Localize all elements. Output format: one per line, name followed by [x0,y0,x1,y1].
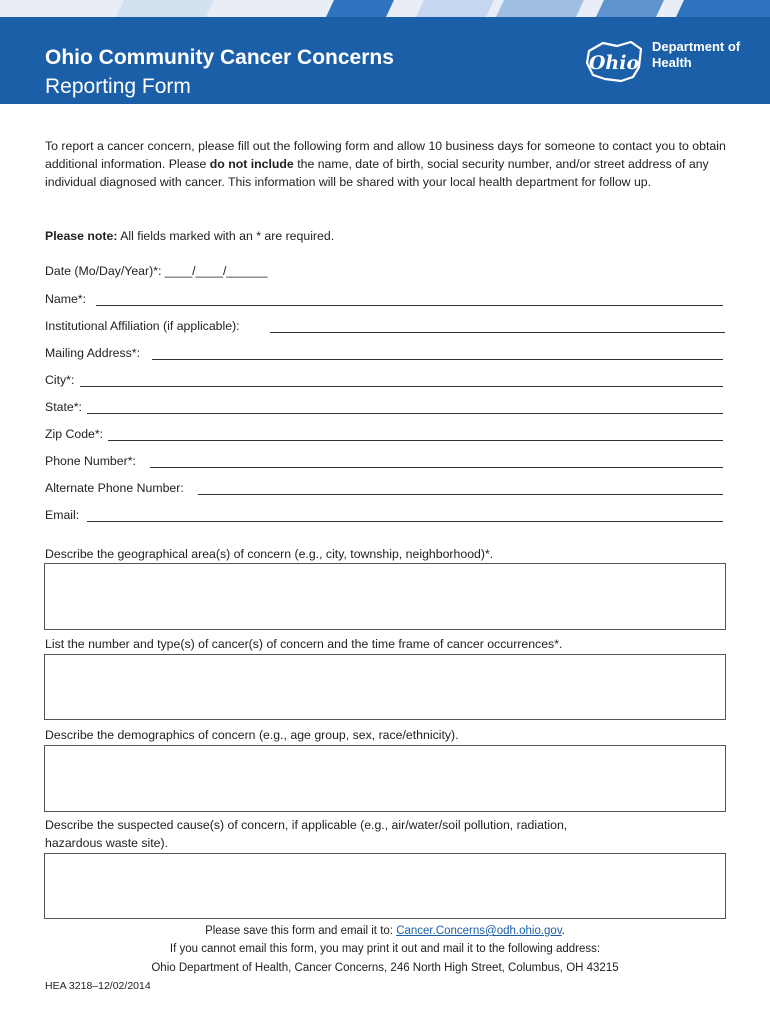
alt-phone-label: Alternate Phone Number: [45,481,184,495]
stripe-segment [326,0,394,17]
geography-textbox[interactable] [44,563,726,630]
address-label: Mailing Address*: [45,346,141,360]
form-code: HEA 3218–12/02/2014 [45,980,151,992]
note-label: Please note: [45,229,118,243]
logo-text: Ohio [588,52,640,74]
affiliation-input[interactable] [270,332,725,333]
ohio-logo-icon [583,37,645,85]
question-causes-line2: hazardous waste site). [45,836,169,850]
form-title: Ohio Community Cancer Concerns [45,46,394,69]
note-text: All fields marked with an * are required. [117,229,335,243]
footer-mail-instructions: If you cannot email this form, you may print it out and mail it to the following address: [169,943,601,955]
question-demographics: Describe the demographics of concern (e.g., age group, sex, race/ethnicity). [45,728,459,742]
header-stripe [0,0,770,17]
city-label: City*: [45,373,75,387]
dept-line2: Health [652,55,692,70]
email-input[interactable] [87,521,723,522]
affiliation-label: Institutional Affiliation (if applicable): [45,319,240,333]
zip-input[interactable] [108,440,723,441]
intro-emphasis: do not include [209,157,294,171]
stripe-segment [596,0,664,17]
stripe-segment [416,0,494,17]
zip-label: Zip Code*: [45,427,104,441]
question-causes-line1: Describe the suspected cause(s) of concern, if applicable (e.g., air/water/soil pollution, radiation, [45,818,568,832]
intro-text: To report a cancer concern, please fill out the following form and allow 10 business days for someone to contact you to obtain additional information. Please [45,139,726,171]
address-input[interactable] [152,359,723,360]
demographics-textbox[interactable] [44,745,726,812]
email-label: Email: [45,508,80,522]
footer-prefix: Please save this form and email it to: [205,925,397,937]
name-label: Name*: [45,292,87,306]
header-banner [0,17,770,104]
alt-phone-input[interactable] [198,494,723,495]
stripe-segment [496,0,584,17]
form-subtitle: Reporting Form [45,75,191,98]
causes-textbox[interactable] [44,853,726,919]
city-input[interactable] [80,386,723,387]
question-cancer-types: List the number and type(s) of cancer(s) of concern and the time frame of cancer occurrences*. [45,637,563,651]
question-causes [45,816,645,852]
state-label: State*: [45,400,82,414]
phone-input[interactable] [150,467,723,468]
intro-text-cont: the name, date of birth, social security number, and/or street address of any individual diagnosed with cancer. This information will be shared with your local health department for follow up. [45,157,709,189]
cancer-types-textbox[interactable] [44,654,726,720]
footer-suffix: . [561,925,565,937]
date-field[interactable]: Date (Mo/Day/Year)*: ____/____/______ [45,264,268,278]
name-input[interactable] [96,305,723,306]
phone-label: Phone Number*: [45,454,136,468]
required-note [45,229,334,243]
stripe-segment [676,0,770,17]
dept-line1: Department of [652,39,741,54]
footer-email-line [0,925,770,937]
department-name [652,39,740,71]
intro-paragraph [45,137,735,191]
footer-address: Ohio Department of Health, Cancer Concerns, 246 North High Street, Columbus, OH 43215 [151,962,619,974]
state-input[interactable] [87,413,723,414]
question-geography: Describe the geographical area(s) of concern (e.g., city, township, neighborhood)*. [45,547,494,561]
stripe-segment [116,0,214,17]
email-link[interactable]: Cancer.Concerns@odh.ohio.gov [396,925,562,937]
